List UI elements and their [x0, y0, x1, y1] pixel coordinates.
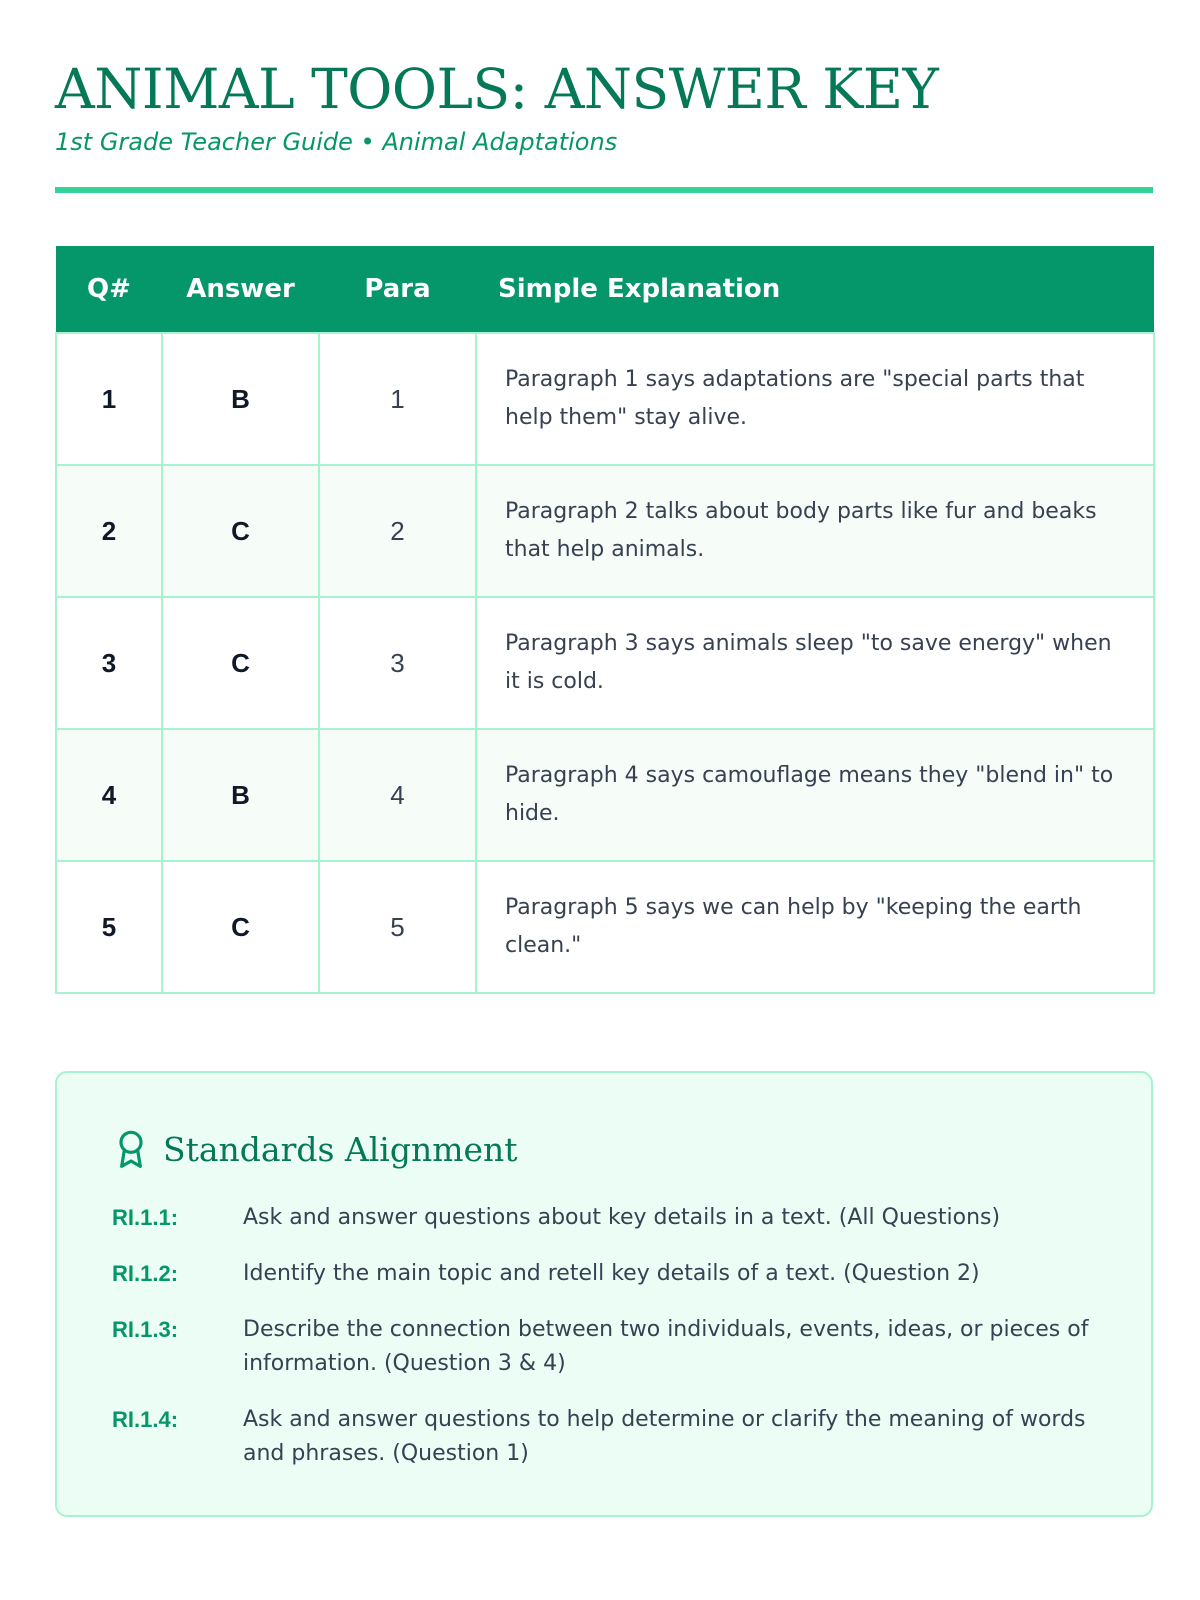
question-number: 3 — [56, 597, 162, 729]
column-header-answer: Answer — [162, 246, 319, 333]
explanation-text: Paragraph 1 says adaptations are "special parts that help them" stay alive. — [476, 333, 1154, 465]
list-item — [112, 1313, 1102, 1381]
table-row — [56, 465, 1154, 597]
explanation-text: Paragraph 2 talks about body parts like fur and beaks that help animals. — [476, 465, 1154, 597]
list-item — [112, 1403, 1102, 1471]
standard-code: RI.1.1: — [112, 1205, 179, 1230]
question-number: 4 — [56, 729, 162, 861]
column-header-explanation: Simple Explanation — [476, 246, 1154, 333]
table-header-row — [56, 246, 1154, 333]
table-row — [56, 333, 1154, 465]
explanation-text: Paragraph 4 says camouflage means they "blend in" to hide. — [476, 729, 1154, 861]
page-title: ANIMAL TOOLS: ANSWER KEY — [55, 57, 939, 121]
standards-title: Standards Alignment — [163, 1129, 518, 1169]
answer-letter: C — [162, 465, 319, 597]
paragraph-number: 1 — [319, 333, 476, 465]
table-row — [56, 597, 1154, 729]
column-header-q: Q# — [56, 246, 162, 333]
standard-description: Ask and answer questions to help determine or clarify the meaning of words and phrases. (Question 1) — [243, 1407, 1086, 1466]
standard-description: Identify the main topic and retell key details of a text. (Question 2) — [243, 1261, 980, 1286]
table-row — [56, 729, 1154, 861]
page-subtitle: 1st Grade Teacher Guide • Animal Adaptations — [55, 128, 618, 156]
answer-key-table — [55, 246, 1155, 994]
explanation-text: Paragraph 5 says we can help by "keeping the earth clean." — [476, 861, 1154, 993]
explanation-text: Paragraph 3 says animals sleep "to save energy" when it is cold. — [476, 597, 1154, 729]
answer-letter: C — [162, 861, 319, 993]
column-header-para: Para — [319, 246, 476, 333]
standards-header — [115, 1129, 518, 1169]
paragraph-number: 2 — [319, 465, 476, 597]
award-ribbon-icon — [115, 1129, 147, 1169]
standard-description: Describe the connection between two individuals, events, ideas, or pieces of information. (Question 3 & 4) — [243, 1317, 1089, 1376]
standard-code: RI.1.4: — [112, 1407, 179, 1432]
paragraph-number: 3 — [319, 597, 476, 729]
page — [55, 55, 1153, 994]
standards-alignment-panel — [55, 1071, 1153, 1517]
standard-code: RI.1.2: — [112, 1261, 179, 1286]
answer-letter: B — [162, 729, 319, 861]
header-divider — [55, 187, 1153, 193]
question-number: 5 — [56, 861, 162, 993]
standard-code: RI.1.3: — [112, 1317, 179, 1342]
table-row — [56, 861, 1154, 993]
list-item — [112, 1257, 1102, 1291]
answer-letter: B — [162, 333, 319, 465]
paragraph-number: 5 — [319, 861, 476, 993]
list-item — [112, 1201, 1102, 1235]
question-number: 2 — [56, 465, 162, 597]
paragraph-number: 4 — [319, 729, 476, 861]
standard-description: Ask and answer questions about key details in a text. (All Questions) — [243, 1205, 1001, 1230]
answer-letter: C — [162, 597, 319, 729]
question-number: 1 — [56, 333, 162, 465]
standards-list — [112, 1201, 1102, 1493]
